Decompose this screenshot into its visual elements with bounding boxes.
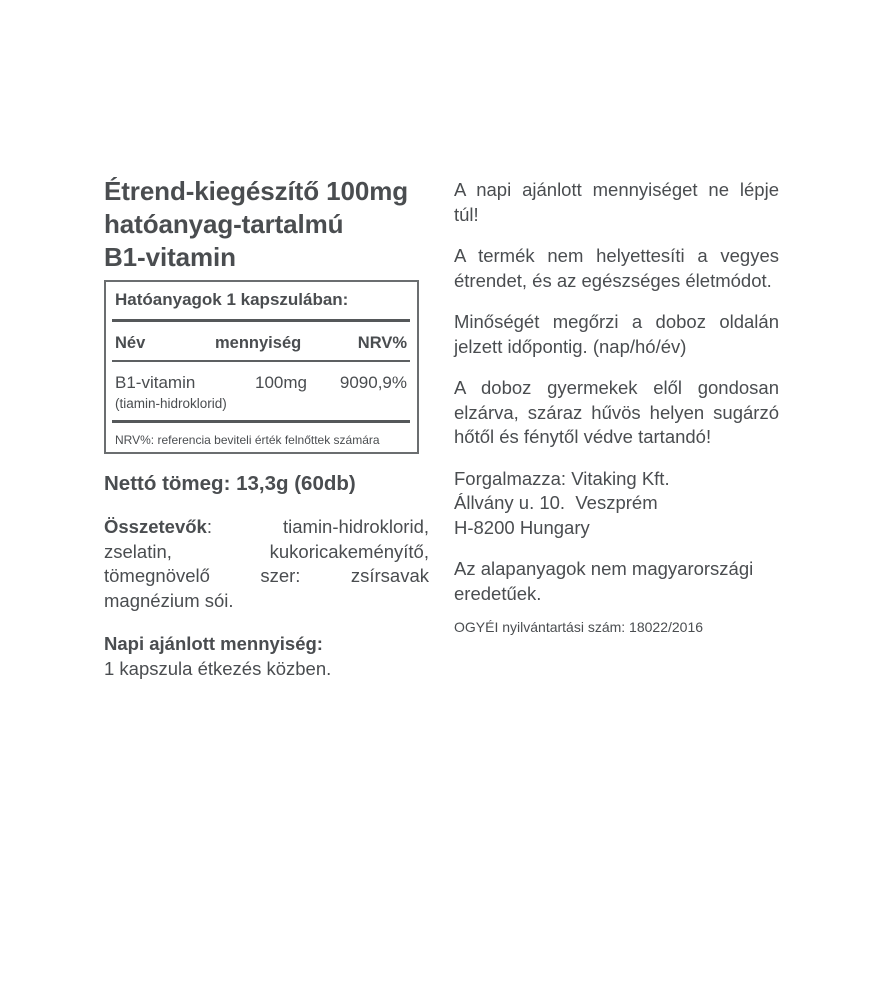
distributor-line-2: Állvány u. 10. Veszprém (454, 492, 658, 513)
daily-dose-label: Napi ajánlott mennyiség: (104, 633, 323, 654)
title-line-3: B1-vitamin (104, 242, 236, 272)
ingredients-text: : tiamin-hidroklorid, zselatin, kukoricakeményítő, tömegnövelő szer: zsírsavak magnézium sói. (104, 516, 429, 611)
nrv-footnote: NRV%: referencia beviteli érték felnőttek számára (115, 433, 380, 447)
active-ingredients-panel (104, 280, 419, 454)
distributor-block (454, 467, 779, 541)
daily-dose-text: 1 kapszula étkezés közben. (104, 657, 332, 679)
left-column (104, 175, 429, 681)
best-before-note: Minőségét megőrzi a doboz oldalán jelzett időpontig. (nap/hó/év) (454, 311, 779, 357)
origin-note: Az alapanyagok nem magyarországi eredetűek. (454, 558, 754, 604)
title-line-2: hatóanyag-tartalmú (104, 209, 344, 239)
footer-divider (112, 420, 410, 423)
ingredient-name: B1-vitamin (115, 373, 196, 392)
right-column (454, 178, 779, 635)
storage-instructions: A doboz gyermekek elől gondosan elzárva, száraz hűvös helyen sugárzó hőtől és fénytől védve tartandó! (454, 377, 779, 447)
column-header-amount: mennyiség (215, 334, 302, 352)
distributor-line-1: Forgalmazza: Vitaking Kft. (454, 467, 670, 489)
product-title (104, 175, 429, 274)
panel-heading: Hatóanyagok 1 kapszulában: (115, 290, 349, 309)
daily-dose-paragraph (104, 632, 429, 681)
diet-disclaimer: A termék nem helyettesíti a vegyes étrendet, és az egészséges életmódot. (454, 245, 779, 291)
header-divider (112, 360, 410, 362)
title-line-1: Étrend-kiegészítő 100mg (104, 176, 409, 206)
column-header-nrv: NRV% (357, 334, 407, 352)
ingredients-label: Összetevők (104, 516, 207, 537)
distributor-line-3: H-8200 Hungary (454, 516, 590, 538)
ingredients-paragraph (104, 515, 429, 613)
ingredient-sub-name: (tiamin-hidroklorid) (115, 396, 227, 411)
ingredient-amount: 100mg (255, 373, 307, 392)
column-header-name: Név (115, 334, 146, 352)
heading-divider (112, 319, 410, 322)
net-weight: Nettó tömeg: 13,3g (60db) (104, 472, 356, 495)
ingredient-nrv: 9090,9% (339, 373, 407, 392)
registry-number: OGYÉI nyilvántartási szám: 18022/2016 (454, 619, 704, 635)
dose-warning: A napi ajánlott mennyiséget ne lépje túl! (454, 179, 779, 225)
